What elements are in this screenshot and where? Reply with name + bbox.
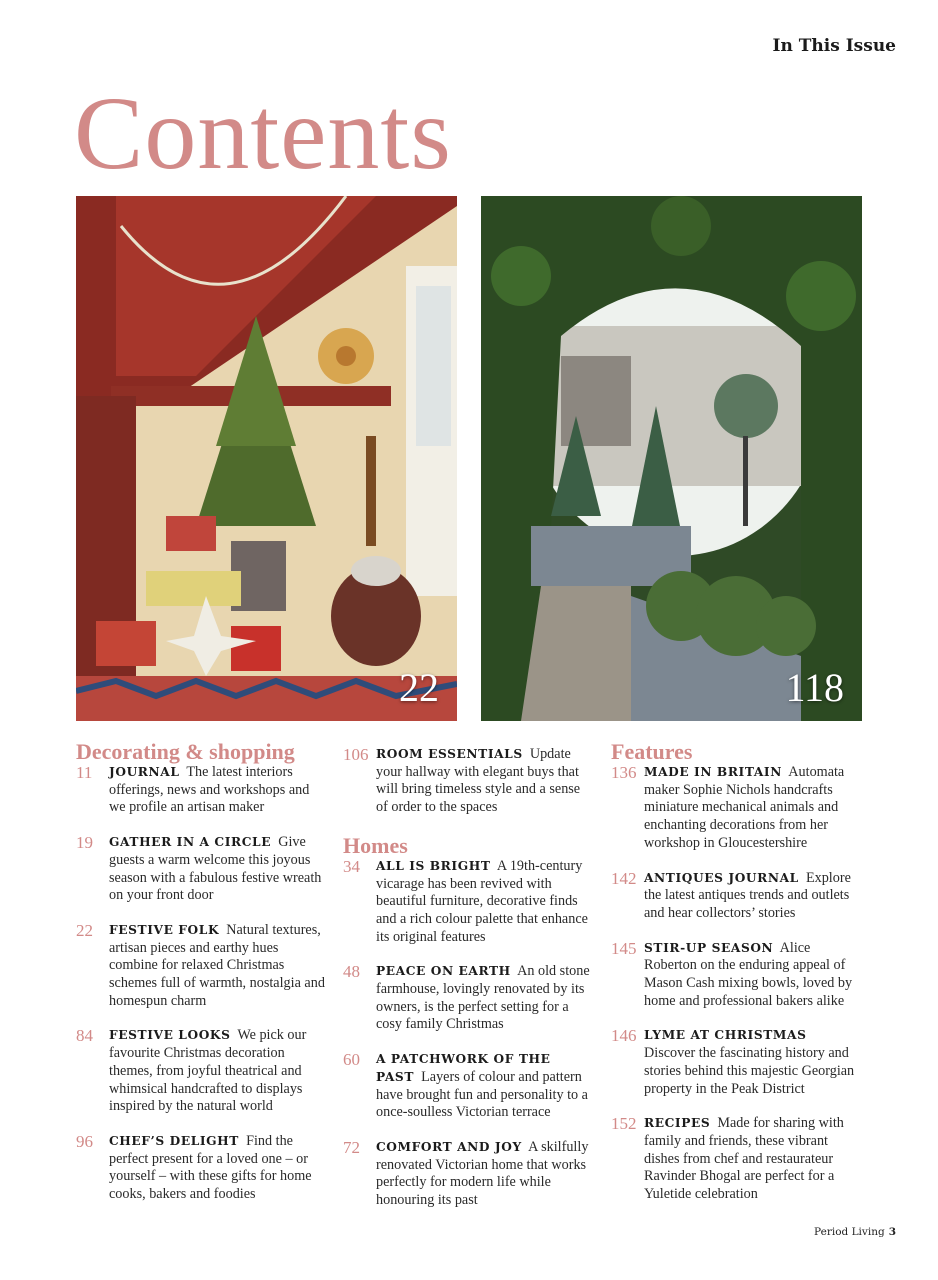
magazine-name: Period Living (814, 1226, 885, 1238)
contents-entry[interactable] (611, 764, 861, 853)
page-footer (814, 1226, 896, 1238)
entry-page-number: 145 (611, 938, 637, 958)
contents-entry[interactable] (343, 1139, 593, 1210)
section-heading: Homes (343, 832, 408, 858)
entry-description: A 19th-century vicarage has been revived with beautiful furniture, decorative finds and a rich colour palette that enhance its original features (376, 857, 588, 945)
contents-entry[interactable] (76, 922, 326, 1011)
entry-title: FESTIVE FOLK (109, 922, 220, 937)
entry-title: FESTIVE LOOKS (109, 1028, 231, 1043)
entry-description: Layers of colour and pattern have brought fun and personality to a once-soulless Victorian terrace (376, 1068, 588, 1121)
entry-page-number: 11 (76, 763, 93, 782)
contents-entry[interactable] (76, 764, 326, 817)
photo-topiary-garden[interactable] (481, 196, 862, 721)
entry-page-number: 48 (343, 962, 360, 982)
section-heading: Decorating & shopping (76, 739, 295, 764)
entry-title: LYME AT CHRISTMAS (644, 1028, 807, 1043)
entry-description: Find the perfect present for a loved one – or yourself – with these gifts for home cooks, bakers and foodies (109, 1132, 312, 1203)
entry-description: An old stone farmhouse, lovingly renovated by its owners, is the perfect setting for a cosy family Christmas (376, 963, 590, 1033)
entry-page-number: 136 (611, 763, 637, 782)
entry-description: Discover the fascinating history and stories behind this majestic Georgian property in the Peak District (644, 1045, 855, 1097)
photo-page-number: 22 (399, 665, 439, 710)
entry-description: Give guests a warm welcome this joyous season with a fabulous festive wreath on your front door (109, 834, 322, 904)
entry-page-number: 106 (343, 745, 369, 764)
contents-entry[interactable] (611, 940, 861, 1011)
entry-description: Update your hallway with elegant buys that will bring timeless style and a sense of order to the spaces (376, 746, 581, 816)
entry-title: GATHER IN A CIRCLE (109, 835, 272, 850)
entry-page-number: 142 (611, 868, 637, 888)
entry-description: Made for sharing with family and friends, these vibrant dishes from chef and restaurateur Ravinder Bhogal are perfect for a Yuletide celebration (644, 1115, 844, 1203)
entry-page-number: 146 (611, 1026, 637, 1046)
entry-page-number: 72 (343, 1137, 360, 1157)
page-title: Contents (74, 76, 452, 191)
contents-entry[interactable] (611, 1027, 861, 1098)
entry-page-number: 84 (76, 1026, 93, 1046)
entry-description: Natural textures, artisan pieces and earthy hues combine for relaxed Christmas schemes full of warmth, nostalgia and homespun charm (109, 921, 325, 1009)
entry-description: Explore the latest antiques trends and outlets and hear collectors’ stories (644, 869, 851, 921)
entry-page-number: 152 (611, 1114, 637, 1134)
hallway-illustration (76, 196, 457, 721)
contents-entry[interactable] (343, 858, 593, 947)
entry-title: RECIPES (644, 1116, 711, 1131)
entry-title: COMFORT AND JOY (376, 1139, 522, 1154)
contents-entry[interactable] (343, 746, 593, 817)
entry-description: A skilfully renovated Victorian home that works perfectly for modern life while honouring its past (376, 1138, 589, 1209)
entry-title: ALL IS BRIGHT (376, 858, 491, 873)
contents-column-features (611, 740, 861, 1221)
section-label: In This Issue (772, 36, 896, 56)
entry-title: ROOM ESSENTIALS (376, 747, 523, 761)
entry-page-number: 34 (343, 856, 360, 876)
contents-column-homes (343, 740, 593, 1227)
contents-entry[interactable] (611, 870, 861, 923)
entry-page-number: 19 (76, 833, 93, 853)
section-heading: Features (611, 739, 693, 764)
entry-title: MADE IN BRITAIN (644, 765, 782, 779)
entry-description: Automata maker Sophie Nichols handcrafts miniature mechanical animals and enchanting decorations from her workshop in Gloucestershire (644, 764, 845, 851)
photo-page-number: 118 (785, 665, 844, 710)
contents-entry[interactable] (76, 1027, 326, 1116)
contents-entry[interactable] (343, 1051, 593, 1122)
entry-title: A PATCHWORK OF THE PAST (376, 1052, 551, 1084)
garden-illustration (481, 196, 862, 721)
photo-hallway-christmas[interactable] (76, 196, 457, 721)
entry-description: The latest interiors offerings, news and workshops and we profile an artisan maker (109, 764, 310, 816)
entry-page-number: 60 (343, 1050, 360, 1070)
entry-page-number: 96 (76, 1131, 93, 1151)
entry-page-number: 22 (76, 920, 93, 940)
entry-title: ANTIQUES JOURNAL (644, 870, 799, 885)
entry-title: JOURNAL (109, 765, 180, 779)
contents-entry[interactable] (76, 1133, 326, 1204)
entry-title: PEACE ON EARTH (376, 964, 511, 979)
contents-entry[interactable] (343, 963, 593, 1034)
entry-title: CHEF’S DELIGHT (109, 1133, 239, 1148)
contents-column-decorating (76, 740, 326, 1221)
contents-entry[interactable] (76, 834, 326, 905)
entry-description: Alice Roberton on the enduring appeal of Mason Cash mixing bowls, loved by home and professional bakers alike (644, 939, 853, 1009)
entry-title: STIR-UP SEASON (644, 940, 774, 955)
page-number: 3 (888, 1226, 896, 1238)
entry-description: We pick our favourite Christmas decoration themes, from joyful theatrical and whimsical handcrafted to displays inspired by the natural world (109, 1027, 307, 1115)
contents-entry[interactable] (611, 1115, 861, 1204)
